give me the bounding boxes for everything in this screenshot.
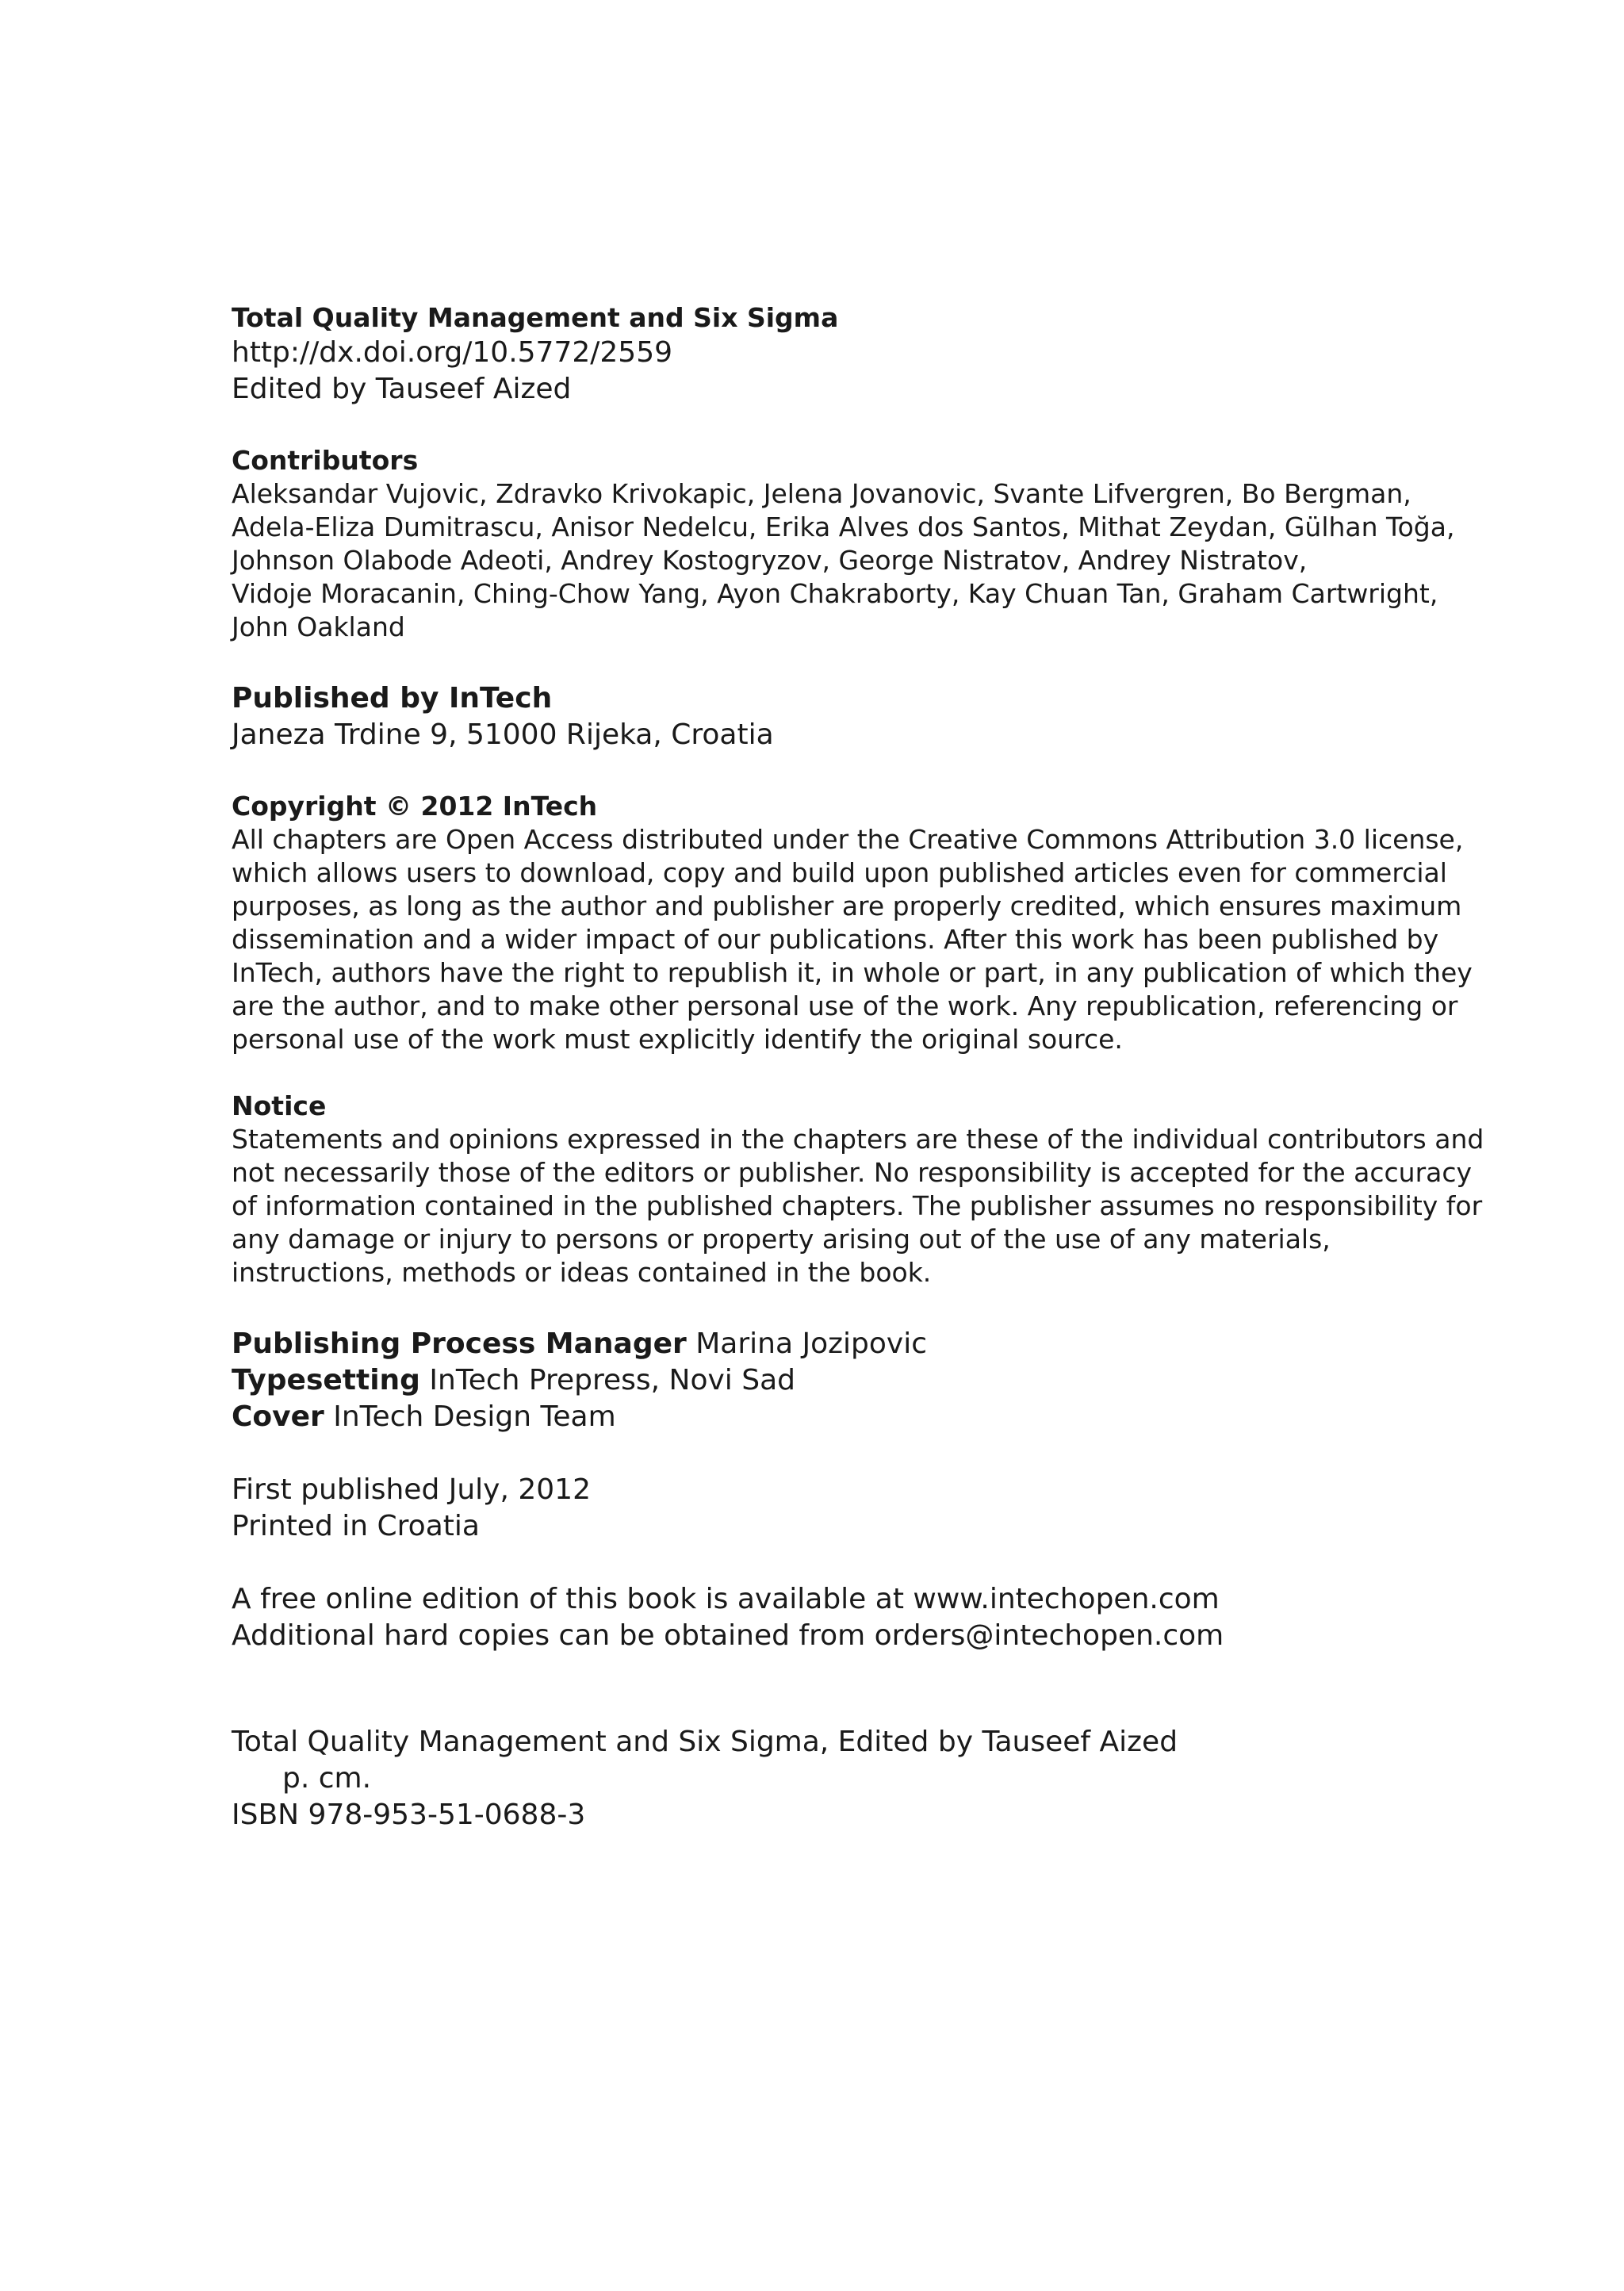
credit-value: InTech Prepress, Novi Sad [429, 1364, 796, 1396]
printed-in: Printed in Croatia [232, 1510, 480, 1542]
contributors-line: Johnson Olabode Adeoti, Andrey Kostogryzov, George Nistratov, Andrey Nistratov, [232, 545, 1308, 576]
publisher-heading: Published by InTech [232, 682, 553, 715]
credit-label: Cover [232, 1400, 324, 1433]
spacer [232, 644, 1421, 680]
first-published: First published July, 2012 [232, 1473, 591, 1506]
contributors-line: Adela-Eliza Dumitrascu, Anisor Nedelcu, Erika Alves dos Santos, Mithat Zeydan, Gülhan Toğa, [232, 511, 1455, 542]
contributors-line: Aleksandar Vujovic, Zdravko Krivokapic, Jelena Jovanovic, Svante Lifvergren, Bo Bergman, [232, 478, 1411, 509]
online-edition: A free online edition of this book is available at www.intechopen.com [232, 1583, 1220, 1615]
catalog-title: Total Quality Management and Six Sigma, Edited by Tauseef Aized [232, 1726, 1178, 1758]
credit-value: InTech Design Team [333, 1400, 616, 1433]
credit-label: Publishing Process Manager [232, 1327, 687, 1360]
copyright-line: All chapters are Open Access distributed under the Creative Commons Attribution 3.0 license, [232, 824, 1464, 855]
copyright-line: personal use of the work must explicitly identify the original source. [232, 1024, 1123, 1055]
copyright-line: are the author, and to make other personal use of the work. Any republication, referencing or [232, 990, 1458, 1021]
credit-typesetting [232, 1362, 1421, 1399]
publisher-address: Janeza Trdine 9, 51000 Rijeka, Croatia [232, 718, 774, 751]
spacer [232, 1545, 1421, 1581]
notice-line: Statements and opinions expressed in the chapters are these of the individual contributors and [232, 1124, 1484, 1155]
copyright-line: dissemination and a wider impact of our publications. After this work has been published by [232, 924, 1439, 955]
book-doi: http://dx.doi.org/10.5772/2559 [232, 336, 672, 369]
notice-line: instructions, methods or ideas contained in the book. [232, 1257, 932, 1288]
spacer [232, 1056, 1421, 1090]
credit-value: Marina Jozipovic [695, 1327, 928, 1360]
catalog-format: p. cm. [282, 1762, 372, 1795]
credit-cover [232, 1399, 1421, 1435]
spacer [232, 408, 1421, 444]
spacer [232, 753, 1421, 790]
credit-label: Typesetting [232, 1364, 420, 1396]
notice-heading: Notice [232, 1090, 327, 1121]
copyright-line: InTech, authors have the right to republish it, in whole or part, in any publication of which they [232, 957, 1473, 988]
spacer [232, 1654, 1421, 1724]
catalog-isbn: ISBN 978-953-51-0688-3 [232, 1799, 586, 1831]
copyright-line: purposes, as long as the author and publisher are properly credited, which ensures maximum [232, 891, 1462, 921]
contributors-line: John Oakland [232, 611, 405, 642]
book-editor: Edited by Tauseef Aized [232, 373, 572, 405]
hard-copies: Additional hard copies can be obtained from orders@intechopen.com [232, 1619, 1224, 1652]
notice-line: not necessarily those of the editors or publisher. No responsibility is accepted for the accuracy [232, 1157, 1473, 1188]
credit-process-manager [232, 1326, 1421, 1362]
book-title: Total Quality Management and Six Sigma [232, 302, 839, 333]
contributors-heading: Contributors [232, 445, 419, 476]
notice-line: any damage or injury to persons or property arising out of the use of any materials, [232, 1224, 1331, 1255]
spacer [232, 1435, 1421, 1472]
spacer [232, 1289, 1421, 1326]
notice-line: of information contained in the published chapters. The publisher assumes no responsibility for [232, 1190, 1483, 1221]
copyright-page [232, 301, 1484, 1833]
contributors-line: Vidoje Moracanin, Ching-Chow Yang, Ayon Chakraborty, Kay Chuan Tan, Graham Cartwright, [232, 578, 1438, 609]
copyright-line: which allows users to download, copy and build upon published articles even for commercial [232, 857, 1447, 888]
copyright-heading: Copyright © 2012 InTech [232, 791, 598, 822]
